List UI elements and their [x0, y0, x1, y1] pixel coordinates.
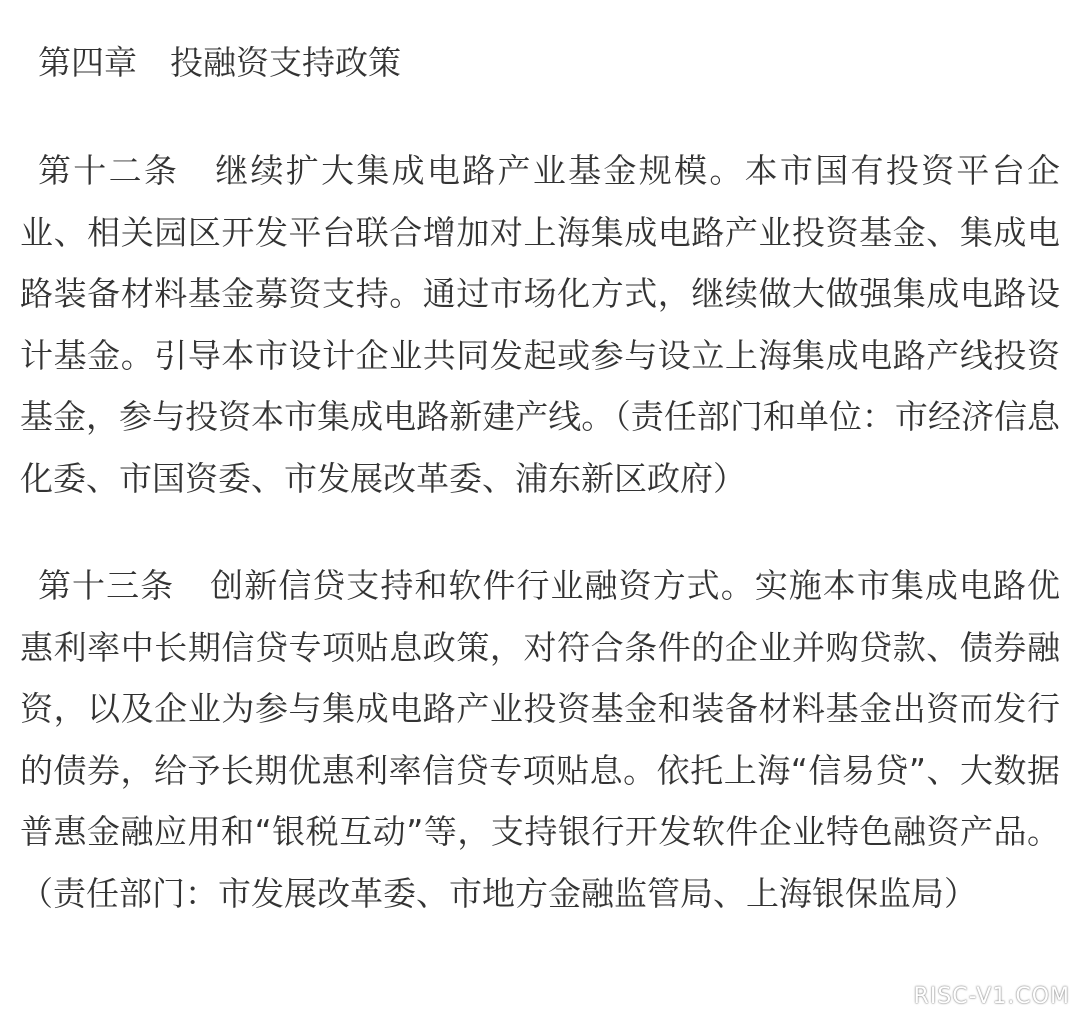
article-13 — [20, 555, 1060, 924]
chapter-heading: 第四章 投融资支持政策 — [38, 43, 401, 82]
article-13-number: 第十三条 — [38, 566, 175, 605]
article-12 — [20, 140, 1060, 509]
article-12-number: 第十二条 — [38, 151, 180, 190]
site-watermark: RISC-V1.COM — [913, 984, 1070, 1009]
article-13-text: 创新信贷支持和软件行业融资方式。实施本市集成电路优惠利率中长期信贷专项贴息政策，对符合条件的企业并购贷款、债券融资，以及企业为参与集成电路产业投资基金和装备材料基金出资而发行的债券，给予长期优惠利率信贷专项贴息。依托上海“信易贷”、大数据普惠金融应用和“银税互动”等，支持银行开发软件企业特色融资产品。（责任部门：市发展改革委、市地方金融监管局、上海银保监局） — [20, 566, 1061, 913]
article-12-text: 继续扩大集成电路产业基金规模。本市国有投资平台企业、相关园区开发平台联合增加对上海集成电路产业投资基金、集成电路装备材料基金募资支持。通过市场化方式，继续做大做强集成电路设计基金。引导本市设计企业共同发起或参与设立上海集成电路产线投资基金，参与投资本市集成电路新建产线。（责任部门和单位：市经济信息化委、市国资委、市发展改革委、浦东新区政府） — [20, 151, 1061, 498]
document-body — [20, 32, 1060, 970]
